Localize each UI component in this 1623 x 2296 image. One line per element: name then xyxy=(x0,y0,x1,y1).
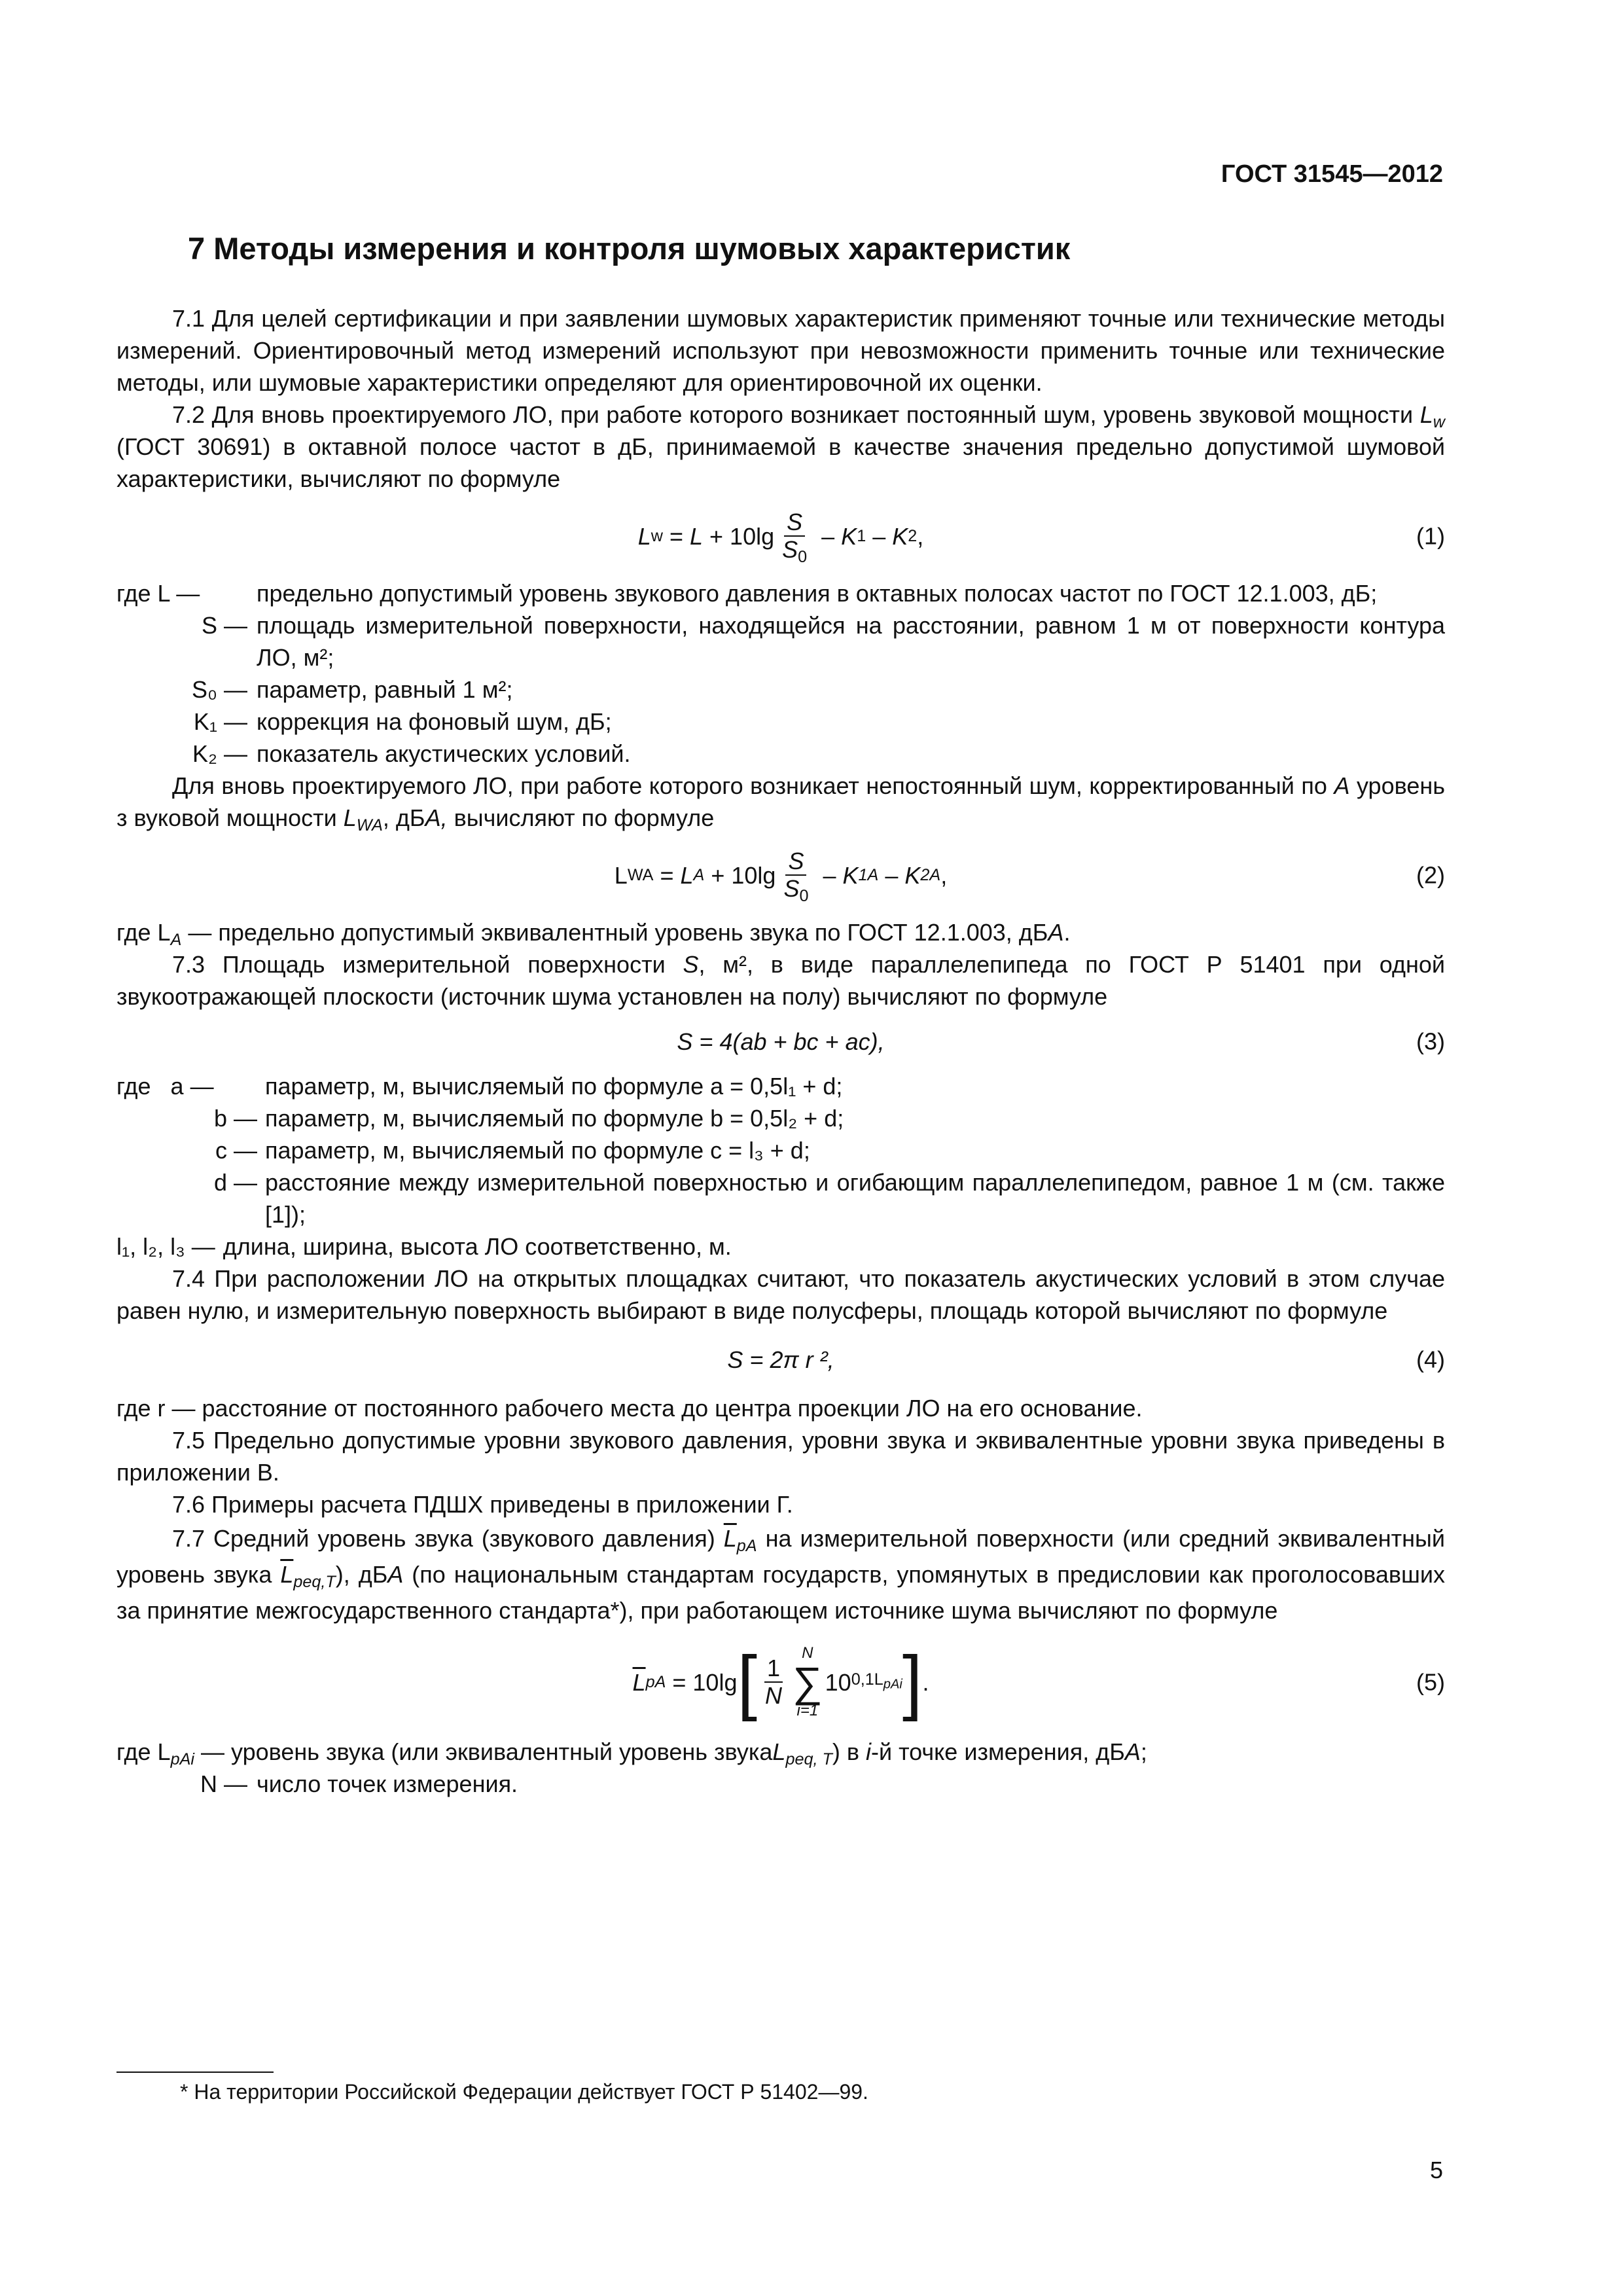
formula-punct: . xyxy=(922,1668,929,1696)
sum-upper-limit: N xyxy=(802,1644,813,1662)
paragraph-7-1: 7.1 Для целей сертификации и при заявлении шумовых характеристик применяют точные или технические методы измерений. Ориентировочный метод измерений используют при невозможности применить точные или технические методы, или шумовые характеристики определяют для ориентировочной их оценки. xyxy=(116,305,1445,396)
subscript: pAi xyxy=(170,1750,194,1769)
formula-fraction xyxy=(779,508,810,567)
definition-r: где r — расстояние от постоянного рабочего места до центра проекции ЛО на его основание. xyxy=(116,1395,1143,1422)
definition-item xyxy=(116,1134,1445,1166)
formula-2: L WA = L A + 10lg $\frac{S}{S_0}$ – K 1A – K 2A , (2) xyxy=(614,847,1445,906)
definition-label: c — xyxy=(215,1137,257,1164)
power-exponent: 0,1L xyxy=(851,1670,883,1689)
formula-fraction xyxy=(762,1655,785,1710)
symbol: i xyxy=(865,1738,871,1765)
formula-operator: – xyxy=(815,522,842,550)
subscript: A xyxy=(170,931,182,950)
symbol: $\overline{L}$ xyxy=(280,1561,294,1588)
formula-subscript: pA xyxy=(645,1673,666,1691)
definition-label: S₀ — xyxy=(192,676,247,703)
definition-LA xyxy=(116,916,1445,948)
sum-lower-limit: i=1 xyxy=(796,1702,819,1719)
definition-item xyxy=(116,1070,1445,1102)
definition-label: l₁, l₂, l₃ — xyxy=(116,1233,215,1260)
formula-subscript: 1A xyxy=(858,866,879,884)
text: , м², в виде параллелепипеда по ГОСТ Р 51401 при одной звукоотражающей плоскости (источник шума установлен на полу) вычисляют по формуле xyxy=(116,951,1445,1010)
symbol: $\overline{L}$ xyxy=(723,1525,737,1552)
fraction-numerator: 1 xyxy=(764,1655,783,1683)
fraction-numerator: S xyxy=(784,509,805,537)
definition-text: предельно допустимый уровень звукового давления в октавных полосах частот по ГОСТ 12.1.003, дБ; xyxy=(257,580,1378,607)
formula-punct: , xyxy=(940,861,948,889)
formula-subscript: A xyxy=(693,866,705,884)
section-title: 7 Методы измерения и контроля шумовых характеристик xyxy=(188,231,1071,266)
subscript: peq,T xyxy=(293,1573,336,1592)
symbol: L xyxy=(1419,401,1433,428)
definition-text: коррекция на фоновый шум, дБ; xyxy=(257,708,612,735)
paragraph-7-2 xyxy=(116,399,1445,495)
formula-symbol: L xyxy=(689,522,704,550)
footnote: * На территории Российской Федерации действует ГОСТ Р 51402—99. xyxy=(180,2080,868,2104)
punct: ; xyxy=(1140,1738,1147,1765)
paragraph-nonconstant-noise xyxy=(116,770,1445,834)
subscript: WA xyxy=(356,816,383,835)
formula-number: (5) xyxy=(1416,1668,1445,1696)
formula-number: (2) xyxy=(1416,861,1445,889)
formula-operator: – xyxy=(816,861,843,889)
definition-label: S — xyxy=(201,612,247,639)
formula-operator: = xyxy=(662,522,690,550)
definition-item xyxy=(116,1230,1445,1263)
formula-operator: – xyxy=(866,522,893,550)
definition-text: параметр, равный 1 м²; xyxy=(257,676,513,703)
summation xyxy=(793,1645,823,1719)
formula-symbol: L xyxy=(637,522,651,550)
symbol: L xyxy=(343,804,357,831)
formula-symbol: L xyxy=(680,861,694,889)
footnote-rule xyxy=(116,2072,274,2073)
text: ), дБ xyxy=(335,1561,388,1588)
definition-text: -й точке измерения, дБ xyxy=(870,1738,1125,1765)
definition-item xyxy=(116,609,1445,673)
formula-symbol: K xyxy=(842,861,859,889)
left-bracket: [ xyxy=(737,1641,758,1722)
document-code: ГОСТ 31545—2012 xyxy=(1221,160,1443,188)
text: (ГОСТ 30691) в октавной полосе частот в дБ, принимаемой в качестве значения предельно допустимой шумовой характеристики, вычисляют по формуле xyxy=(116,433,1445,492)
formula-5 xyxy=(116,1634,1445,1731)
formula-3 xyxy=(116,1016,1445,1066)
paragraph-7-5: 7.5 Предельно допустимые уровни звукового давления, уровни звука и эквивалентные уровни звука приведены в приложении В. xyxy=(116,1427,1445,1486)
definition-item xyxy=(116,577,1445,609)
text: (по национальным стандартам государств, упомянутых в предисловии как проголосовавших за принятие межгосударственного стандарта*), при работающем источнике шума вычисляют по формуле xyxy=(116,1561,1445,1624)
text: 7.3 Площадь измерительной поверхности xyxy=(172,951,683,978)
formula-operator: + 10lg xyxy=(704,861,776,889)
definition-text: ) в xyxy=(832,1738,866,1765)
formula-punct: , xyxy=(917,522,924,550)
definitions-3 xyxy=(116,1070,1445,1263)
text: уровень з вуковой мощности xyxy=(116,772,1445,831)
exponent-subscript: pAi xyxy=(883,1677,902,1692)
definition-text: расстояние между измерительной поверхностью и огибающим параллелепипедом, равное 1 м (см. также [1]); xyxy=(265,1169,1445,1228)
formula-number: (3) xyxy=(1416,1028,1445,1055)
formula-operator: – xyxy=(878,861,905,889)
fraction-denominator: $S_0$ xyxy=(782,536,808,567)
symbol: A xyxy=(1334,772,1350,799)
definition-text: длина, ширина, высота ЛО соответственно, м. xyxy=(223,1233,732,1260)
definition-label: N — xyxy=(200,1770,247,1797)
paragraph-7-3 xyxy=(116,948,1445,1013)
formula-operator: = 10lg xyxy=(666,1668,738,1696)
definition-text: показатель акустических условий. xyxy=(257,740,631,767)
definition-item xyxy=(116,706,1445,738)
definition-text: параметр, м, вычисляемый по формуле c = l₃ + d; xyxy=(265,1137,810,1164)
definition-item xyxy=(116,1102,1445,1134)
definition-text: площадь измерительной поверхности, находящейся на расстоянии, равном 1 м от поверхности контура ЛО, м²; xyxy=(257,612,1445,671)
definition-label: где a — xyxy=(116,1073,214,1100)
formula-number: (4) xyxy=(1416,1346,1445,1373)
definition-text: параметр, м, вычисляемый по формуле b = 0,5l₂ + d; xyxy=(265,1105,844,1132)
text: Для вновь проектируемого ЛО, при работе которого возникает непостоянный шум, корректированный по xyxy=(172,772,1334,799)
definitions-1 xyxy=(116,577,1445,770)
definition-label: где L — xyxy=(116,580,200,607)
formula-symbol: K xyxy=(841,522,857,550)
text: на измерительной поверхности (или средний эквивалентный уровень звука xyxy=(116,1525,1445,1588)
formula-fraction xyxy=(781,847,811,906)
paragraph-7-7 xyxy=(116,1520,1445,1628)
formula-symbol: $\overline{L}$ xyxy=(632,1668,646,1696)
fraction-numerator: S xyxy=(785,848,806,876)
unit: A xyxy=(1048,919,1064,946)
text: , дБ xyxy=(382,804,425,831)
fraction-denominator: N xyxy=(765,1682,783,1709)
formula-operator: + 10lg xyxy=(703,522,775,550)
text: 7.2 Для вновь проектируемого ЛО, при работе которого возникает постоянный шум, уровень звуковой мощности xyxy=(172,401,1420,428)
sum-sign: ∑ xyxy=(793,1659,823,1706)
formula-1: L w = L + 10lg $\frac{S}{S_0}$ – K 1 – K 2 , (1) xyxy=(637,508,1445,567)
definition-text: параметр, м, вычисляемый по формуле a = 0,5l₁ + d; xyxy=(265,1073,843,1100)
definition-text: — уровень звука (или эквивалентный уровень звука xyxy=(194,1738,773,1765)
definition-label: d — xyxy=(213,1169,257,1196)
definition-item xyxy=(116,1166,1445,1230)
formula-number: (1) xyxy=(1416,522,1445,550)
paragraph-7-6: 7.6 Примеры расчета ПДШХ приведены в приложении Г. xyxy=(172,1491,793,1518)
definition-text: — предельно допустимый эквивалентный уровень звука по ГОСТ 12.1.003, дБ xyxy=(181,919,1048,946)
definition-label: K₁ — xyxy=(193,708,247,735)
fraction-denominator: $S_0$ xyxy=(783,875,809,906)
definition-item xyxy=(116,673,1445,706)
definition-label: где L xyxy=(116,919,171,946)
formula-4 xyxy=(116,1333,1445,1386)
formula-symbol: K xyxy=(904,861,921,889)
definition-label: где L xyxy=(116,1738,171,1765)
definition-item xyxy=(116,1768,1445,1800)
formula-subscript: 2A xyxy=(920,866,941,884)
definition-label: b — xyxy=(213,1105,257,1132)
right-bracket: ] xyxy=(902,1641,923,1722)
formula-operator: = xyxy=(653,861,681,889)
definition-item xyxy=(116,738,1445,770)
symbol: A, xyxy=(425,804,448,831)
power-base: 10 xyxy=(825,1668,851,1696)
text: 7.7 Средний уровень звука (звукового давления) xyxy=(172,1525,724,1552)
definition-text: число точек измерения. xyxy=(257,1770,518,1797)
punct: . xyxy=(1063,919,1071,946)
subscript: peq, T xyxy=(785,1750,832,1769)
symbol: L xyxy=(772,1738,786,1765)
paragraph-7-4: 7.4 При расположении ЛО на открытых площадках считают, что показатель акустических условий в этом случае равен нулю, и измерительную поверхность выбирают в виде полусферы, площадь которой вычисляют по формуле xyxy=(116,1265,1445,1324)
formula-expression: S = 2π r ², xyxy=(727,1346,834,1373)
formula-symbol: K xyxy=(892,522,908,550)
document-body xyxy=(116,302,1445,1800)
unit: A xyxy=(387,1561,404,1588)
subscript: pA xyxy=(736,1537,757,1556)
page-number: 5 xyxy=(1429,2157,1443,2183)
text: вычисляют по формуле xyxy=(447,804,715,831)
definition-LpAi xyxy=(116,1736,1445,1768)
unit: A xyxy=(1124,1738,1141,1765)
symbol: S xyxy=(683,951,699,978)
definition-label: K₂ — xyxy=(192,740,247,767)
formula-symbol: L xyxy=(614,861,628,889)
subscript: w xyxy=(1433,413,1445,432)
formula-expression: S = 4(ab + bc + ac), xyxy=(677,1028,885,1055)
